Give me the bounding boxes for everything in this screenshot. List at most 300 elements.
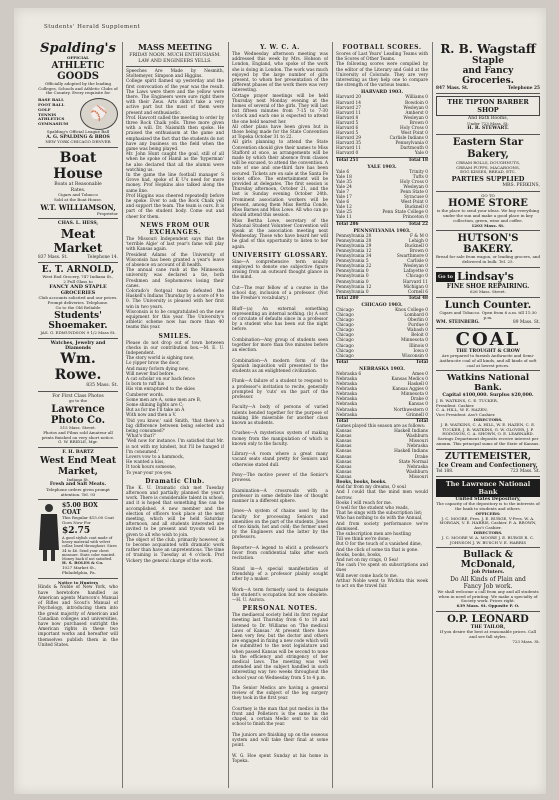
opponent-cell: Princeton 0 — [402, 215, 428, 221]
team-cell: Yale 7 — [336, 190, 350, 196]
leonard-name: O.P. LEONARD — [447, 614, 529, 625]
poem-line: Some shining lights are C; — [126, 402, 184, 408]
bullack-line: Do All Kinds of Plain and — [450, 575, 526, 583]
lindsay-ad — [436, 270, 540, 283]
poem-line: J. B. WATKINS, C. E. TUCKER, — [436, 397, 498, 403]
tipton-ad — [436, 96, 540, 132]
team-cell: Total 251 — [336, 157, 359, 163]
opponent-cell: Lehigh 0 — [408, 238, 428, 244]
arnold-note: 2 Full Glass to — [63, 278, 93, 284]
poem-line: ATHLETICS — [38, 116, 65, 122]
column-ads-right — [436, 42, 540, 788]
lawrence-bank-ad — [436, 479, 540, 546]
opponent-cell: Swarthmore 0 — [396, 254, 428, 260]
opponent-cell: Haskell 0 — [407, 382, 428, 388]
photo-line: go to the — [68, 398, 88, 404]
team-cell: Yale 6 — [336, 200, 350, 206]
opponent-cell: Total — [416, 359, 428, 365]
opponent-cell: Trinity 0 — [409, 169, 428, 175]
eastern-line: EGG KISSES, BREAD, ETC. — [460, 169, 516, 175]
lindsay-name: Lindsay's — [457, 270, 514, 284]
ywca-heading: Y. W. C. A. — [260, 44, 300, 51]
lunch-owner: WM. STEINBERG. — [436, 320, 480, 326]
photo-name: Lawrence Photo Co. — [50, 404, 106, 427]
poem-line: O well for the student who reads, — [336, 506, 409, 512]
opponent-cell: Kansas 0 — [408, 402, 428, 408]
paragraph: President Adams of the University of Wisconsin has been granted a year's leave of absence on account of ill health. — [126, 252, 224, 268]
wagstaff-line: Staple — [472, 56, 504, 66]
notice-body: Hinds & Noble of New York, who have heretofore handled as American agents Marscon's Manual of Rifles and Scout's Manual of Psychology, introducing them into the great majority of American and Canadian colleges and universities, have now purchased outright the American rights in these two important works and hereafter will themselves publish them in the United States. — [38, 585, 118, 648]
column-rule — [228, 42, 229, 788]
opponent-cell: Harvard 11 — [403, 279, 428, 285]
team-cell: Chicago — [336, 348, 354, 354]
boxcoat-title: $5.00 BOX COAT — [62, 502, 98, 517]
leonard-ad — [436, 614, 540, 645]
spalding-blurb: Officially adopted by the leading Colleges, Schools and Athletic Clubs of the Country. Every requisite for — [38, 80, 118, 96]
rowe-name: Wm. Rowe. — [54, 351, 102, 384]
opponent-cell: Nebraska — [406, 444, 428, 450]
poem-line: With now and then a V. — [126, 413, 177, 419]
team-cell: Chicago — [336, 312, 354, 318]
arnold-extra: Club accounts solicited and our prices. Prompt deliveries. Telephone. — [38, 295, 118, 306]
score-table-heading: YALE 1903. — [367, 164, 397, 170]
team-cell: Harvard 20 — [336, 95, 361, 101]
opponent-cell: Wesleyan 0 — [403, 105, 428, 111]
opponent-cell: Holy Cross 0 — [400, 179, 428, 185]
column-rule — [432, 42, 433, 788]
team-cell: Kansas — [336, 429, 352, 435]
lindsay-addr: 626 Mass. Street. — [470, 289, 506, 295]
poem-line: But O for the touch of a vanished dime, — [336, 542, 422, 548]
team-cell: Nebraska — [336, 407, 358, 413]
opponent-cell: Illinois 0 — [409, 343, 428, 349]
poem-line: That he sings with the subscription list; — [336, 511, 423, 517]
paragraph: The Wednesday afternoon meeting was addressed this week by Mrs. Hobson of London, England, who spoke of the work she is doing in London. The work was much enjoyed by the large number of girls present, to whom her presentation of the different phases of the work there was very interesting. — [232, 52, 328, 94]
paragraph: The following scores were compiled by the editor of the Literary and Gold at the University of Colorado. They are very interesting as they help one to compare the strength of the various teams. — [336, 62, 428, 89]
wagstaff-ad — [436, 42, 540, 91]
mass-meeting-sub: FRIDAY NOON. MUCH ENTHUSIASM. — [129, 53, 221, 58]
arnold-title: FANCY AND STAPLE GROCERIES — [49, 284, 107, 297]
lunch-ad — [436, 300, 540, 326]
westend-addr: Indiana St. — [66, 476, 90, 482]
eastern-line: CREAM PUFFS, MACAROONS, — [456, 164, 520, 170]
poem-line: Some men are A, some men are B, — [126, 397, 202, 403]
opponent-cell: Brown 0 — [409, 120, 428, 126]
poem-line: Arthur Noble went to Wichita this week to act on the travel fair. — [336, 578, 428, 590]
wagstaff-phone: Telephone 25 — [507, 86, 540, 91]
opponent-cell: Holy Cross 0 — [400, 125, 428, 131]
eastern-star-ad — [436, 137, 540, 189]
team-cell: Pennsylvania 20 — [336, 238, 372, 244]
team-cell: Pennsylvania 0 — [336, 289, 369, 295]
poem-line: Books I will reach for me. — [336, 500, 393, 506]
team-cell: Harvard 29 — [336, 136, 361, 142]
opponent-cell: Total 18 — [408, 157, 428, 163]
opponent-cell: Bucknell 0 — [404, 243, 428, 249]
paragraph: Please do not drop out of town between checks in our contribution box.—M. E. U. Independent. — [126, 340, 224, 356]
opponent-cell: Pennsylvania 0 — [395, 141, 428, 147]
team-cell: Harvard 5 — [336, 131, 359, 137]
glossary-heading: UNIVERSITY GLOSSARY. — [232, 251, 328, 259]
poem-line: He wanted a kiss, — [126, 460, 165, 466]
poem-line: C. A. HILL, W. E. HAZEN, — [436, 407, 488, 413]
poem-line: GYMNASIUM — [38, 121, 69, 127]
newspaper-page — [14, 8, 546, 794]
poem-line: And not on my crags, O Sea! — [336, 558, 399, 564]
opponent-cell: Penn State 0 — [400, 190, 428, 196]
opponent-cell: Cornell 6 — [407, 289, 428, 295]
poem-line: Lovers vow to a hammock, — [126, 455, 185, 461]
arnold-name: E. T. ARNOLD, — [41, 264, 115, 275]
arnold-ad — [38, 265, 118, 311]
poem — [126, 356, 224, 377]
opponent-cell: Missouri — [409, 439, 428, 445]
lnb-title: The Lawrence National Bank — [436, 479, 540, 497]
arnold-addr: West End Grocery, 747 Indiana St., — [42, 273, 114, 279]
shoemaker-ad — [38, 311, 118, 336]
team-cell: Total 286 — [336, 221, 359, 227]
opponent-cell: Beloit 0 — [411, 333, 428, 339]
spalding-cities: NEW YORK CHICAGO DENVER — [45, 139, 111, 145]
poem-line: A cat scholar on our back fence — [126, 376, 195, 382]
hutson-title: HUTSON'S — [457, 233, 519, 245]
team-cell: Yale 18 — [336, 174, 352, 180]
team-cell: Pennsylvania 29 — [336, 243, 372, 249]
opponent-cell: Brown 0 — [409, 248, 428, 254]
photo-line: For First Class Photos — [52, 393, 104, 399]
opponent-cell: Nebraska — [406, 464, 428, 470]
smiles-heading: SMILES. — [158, 332, 192, 340]
home-title: HOME STORE — [448, 198, 528, 210]
eastern-owner: MRS. PERKINS, — [502, 183, 540, 189]
table-row — [336, 359, 428, 365]
opponent-cell: Purdue 0 — [408, 323, 428, 329]
column-mass-meeting — [126, 42, 224, 788]
spalding-goods: GOODS — [57, 70, 99, 82]
spalding-sport: ATHLETIC — [51, 60, 105, 71]
watkins-officers — [436, 399, 540, 418]
team-cell: Nebraska — [336, 412, 358, 418]
poem-line: TENNIS — [38, 111, 57, 117]
team-cell: Kansas — [336, 469, 352, 475]
opponent-cell: Wesleyan 0 — [403, 115, 428, 121]
opponent-cell: F & M 0 — [409, 233, 428, 239]
opponent-cell: Oberlin 0 — [407, 318, 428, 324]
score-tables — [336, 90, 428, 423]
poem-line: And I could that the mind men would borrow. — [336, 490, 428, 501]
poem-line: It took hours someone, — [126, 465, 177, 471]
eastern-parties: PARTIES SUPPLIED — [451, 175, 525, 184]
team-cell: Yale 25 — [336, 210, 352, 216]
leonard-role: THE TAILOR, — [470, 625, 506, 630]
opponent-cell: Syracuse 0 — [403, 195, 428, 201]
team-cell: Pennsylvania 0 — [336, 274, 369, 280]
home-body: is the place to send your ideas. We buy everything under the sun and make a good place in key collection, green, wine and coffee. — [436, 208, 540, 223]
score-table-heading: PENNSYLVANIA 1903. — [353, 228, 411, 234]
poem-line: The cash I've spent on subscriptions and dues — [336, 563, 428, 574]
tipton-sub: And Bath Rooms, — [467, 116, 509, 122]
opponent-cell: Knox College 0 — [395, 307, 428, 313]
table-row — [336, 295, 428, 301]
opponent-cell: Northwestern 0 — [393, 407, 428, 413]
boxcoat-addr: 1027 Market St., Philadelphia, Pa. — [62, 565, 97, 575]
opponent-cell: Kansas Medics 0 — [391, 377, 428, 383]
score-table-heading: NEBRASKA 1903. — [359, 366, 405, 372]
team-cell: Harvard 5 — [336, 120, 359, 126]
watkins-dirlist: J. B. WATKINS, C. A. HILL, W. E. HAZEN, C. E. TUCKER, J. B. WATKINS, G. W. GLOVER, J. P. HODGSON, C. A. SHOWN, O. E. LEARNARD. — [440, 421, 536, 437]
paragraph: Mr. John Hunt caught the goal, still of all when he spoke of Hamil as the 'hyperman' he also declared that all the alumni were watching us. — [126, 152, 224, 173]
opponent-cell: Yale 0 — [414, 151, 428, 157]
team-cell: Harvard 11 — [336, 110, 361, 116]
folio-left: Students' Herald Supplement — [44, 24, 141, 30]
poem-line: Till we think we're done; — [336, 537, 391, 543]
lnb-sub: United States Depository, — [455, 496, 521, 502]
team-cell: Yale 35 — [336, 179, 352, 185]
paragraph: Speeches Are Made by Nesmith, Stoltemeyer, Simpson and Higgins. — [126, 69, 224, 80]
poem — [126, 455, 224, 476]
westend-goods: Fresh and Salt Meats. — [49, 482, 107, 488]
westend-note: Telephone orders given prompt attention. Tel. 93 — [46, 486, 110, 497]
paragraph: 'Well now for instance. I'm satisfied that Mr. is not with my kindest, but I'll be hanged if I'm consumed.' — [126, 439, 224, 455]
boxcoat-price: $2.75 — [62, 526, 91, 537]
lnb-body: The capacity of the depository is to the interests of the bank to students and others. — [436, 501, 540, 512]
paragraph: Miss Bertha Lowe, secretary of the National Student Volunteer Convention will speak at the association meeting next Wednesday. Those who have heard her will be glad of this opportunity to listen to her again. — [232, 218, 328, 250]
paragraph: The annual cane rush at the Minnesota university was declared a tie, both Freshmen and Sophomores losing their canes. — [126, 268, 224, 289]
wagstaff-name: R. B. Wagstaff — [440, 42, 536, 56]
spalding-official: OFFICIAL — [66, 55, 89, 60]
column-rule — [122, 42, 123, 788]
poem-line: Books, books, books, — [336, 552, 382, 558]
meat-phone: Telephone 14. — [87, 254, 118, 260]
team-cell: Harvard 27 — [336, 105, 361, 111]
team-cell: Nebraska — [336, 392, 358, 398]
opponent-cell: Haskell Indians — [394, 429, 428, 435]
paragraph: Scores of Last Years' Leading Teams with the Scores of Other Teams. — [336, 52, 428, 63]
rowe-addr: 835 Mass. St. — [86, 383, 118, 389]
team-cell: Nebraska — [336, 397, 358, 403]
team-cell: Pennsylvania 5 — [336, 259, 369, 265]
wagstaff-line: Groceries. — [462, 76, 514, 86]
poem-line: Will never find before. — [126, 371, 175, 377]
opponent-cell: West Point 0 — [400, 200, 428, 206]
team-cell: Yale 17 — [336, 195, 352, 201]
spalding-ball: Spalding's Official League Ball — [46, 129, 110, 135]
bullack-sub: Job Printers. — [471, 570, 505, 576]
opponent-cell: West Point 0 — [400, 131, 428, 137]
team-cell: Harvard 8 — [336, 115, 359, 121]
column-football — [336, 42, 428, 788]
opponent-cell: Amherst 0 — [405, 110, 428, 116]
home-store-ad: GO TO HOME STORE is the place to send your ideas. We buy everything under the sun and make a good place in key collection, green, wine and coffee. 1203 Mass. St. — [436, 192, 540, 228]
tipton-addr: Under 723 Mass. St. — [467, 120, 509, 126]
leonard-body: If you desire the best at reasonable prices. Call and see fall styles. — [439, 629, 537, 640]
notes-body: The mediaeval society held its first regular meeting last Thursday from 6 to 10 and listened to Dr. Williams on 'The medical Laws of Kansas.' At present there have been very few, but the doctor and others are engaged in fixing a new code which will be submitted to the next legislature and when passed Kansas will be second to none in the efficiency and stringency of her medical laws. The meeting was well attended and the subject handled in such interesting way two weeks throughout the school year on Wednesday from 5 to 4 p.m. The Senior Medics are having a general review of the subject of the leg surgery they took in the first year. Courtney is the man that put medics in the front and Pelletiers is the same in the chapel, a certain Medic sent to his old school to finish the year. The juniors are finishing up on the osseous system and will take their final at some point. W. G. Hoe spent Sunday at his home in Topeka. — [232, 613, 328, 764]
paragraph: All girls planning to attend the State Convention should give their names to Miss Stafford at once, as arrangements will be made by which their absence from classes will be excused, to attend the convention. A rate of one and one-third fare has been secured. Tickets are on sale at the Santa Fe ticket office. The entertainment will be provided at delegates. The first session is Thursday afternoon, October 21, and the last is Sunday evening October 24th. Prominent association workers will be present, among them Miss Bertha Condé, Miss Barnes and Miss Lowe. All who can go should attend this session. — [232, 140, 328, 219]
spalding-name: Spalding's — [40, 42, 116, 56]
tipton-prop: H. R. STEWART. — [467, 126, 509, 132]
lunch-sub: Cigars and Tobacco. Open from 6 a.m. till 11:30 p.m. — [439, 309, 537, 320]
boathouse-line: Rates. — [70, 187, 86, 193]
poem-line: But as for me I'll take an A — [126, 408, 185, 414]
opponent-cell: Bowdoin 0 — [404, 100, 428, 106]
opponent-cell: Wesleyan 0 — [403, 264, 428, 270]
notes-heading: PERSONAL NOTES. — [242, 605, 318, 613]
column-ywca — [232, 42, 328, 788]
paragraph: Games played this season are as follows: — [336, 423, 426, 429]
paragraph: Cottage prayer meetings will be held Thursday next Monday evening at the homes of several of the girls. They will last but fifteen minutes from 7-15 to 7-30 o'clock and each one is expected to attend the one held nearest her. — [232, 93, 328, 125]
poem-line: GOLF — [38, 106, 51, 112]
meat-owner: CHAS. L. HESS, — [57, 221, 99, 227]
bullack-body: We shall welcome a call from any and all students when in need of printing. We make a specialty of Society work. Prices right. — [437, 588, 539, 604]
spalding-ad — [38, 42, 118, 145]
poem-line: FOOT BALL — [38, 101, 65, 107]
opponent-cell: Drake — [414, 454, 428, 460]
paragraph: The object of the club, primarily however, is to become acquainted with dramatic work rather than have an unpretentious. The time of training is Tuesday at 4 o'clock. Prof Vickery the general charge of the work. — [126, 537, 224, 564]
team-cell: Nebraska 6 — [336, 371, 362, 377]
team-cell: Harvard 14 — [336, 100, 361, 106]
watkins-title: Watkins National Bank. — [446, 373, 530, 394]
opponent-cell: Chicago 0 — [406, 274, 428, 280]
coat-figure-icon — [38, 502, 60, 562]
team-cell: Harvard 11 — [336, 146, 361, 152]
opponent-cell: Bucknell 0 — [404, 205, 428, 211]
paragraph: All other plans have been given but in those being made for the State Convention at Topeka October 31 to 22. — [232, 124, 328, 141]
team-cell: Harvard 6 — [336, 125, 359, 131]
club-heading: Dramatic Club. — [145, 477, 205, 485]
team-cell: Chicago — [336, 323, 354, 329]
zutt-sub: Ice Cream and Confectionery, — [438, 461, 538, 469]
team-cell: Chicago — [336, 318, 354, 324]
lunch-addr: 89 Mass. St. — [513, 320, 540, 326]
paragraph: 'What's that?' — [126, 434, 156, 440]
team-cell: Chicago — [336, 307, 354, 313]
lnb-officers: J. C. MOORE, Pres. J. E. BURGE, V-Pres. W. A. MORGAN, V. E. HARRIS, Cashier. P. A. BROWN, Ass't Cashier. — [439, 515, 537, 531]
team-cell: Kansas — [336, 464, 352, 470]
team-cell: Chicago — [336, 343, 354, 349]
team-cell: Nebraska — [336, 387, 358, 393]
opponent-cell: Carlisle Indians 0 — [389, 136, 428, 142]
photo-ad — [38, 394, 118, 445]
opponent-cell: Drake 0 — [410, 397, 428, 403]
boxcoat-ad — [38, 502, 118, 575]
meat-address: 837 Mass. St. — [38, 254, 68, 260]
home-addr: 1203 Mass. St. — [471, 222, 505, 228]
team-cell: Harvard 0 — [336, 151, 359, 157]
poem — [336, 485, 428, 589]
notice-title: Notice to Hunters — [57, 579, 99, 585]
photo-addr: 515 Mass. Street. — [60, 425, 96, 431]
zutt-title: ZUTTEMEISTER, — [444, 451, 532, 462]
poem-line: Is born to ruff his — [126, 382, 165, 388]
table-row — [336, 221, 428, 227]
team-cell: Kansas — [336, 454, 352, 460]
team-cell: Yale 11 — [336, 215, 352, 221]
opponent-cell: Lombard 0 — [404, 312, 428, 318]
team-cell: Nebraska — [336, 382, 358, 388]
leonard-addr: 723 Mass. St. — [512, 639, 540, 644]
opponent-cell: Haskell Indians — [394, 449, 428, 455]
team-cell: Kansas — [336, 449, 352, 455]
opponent-cell: Minnesota 0 — [400, 392, 428, 398]
poem-line: Vice President. Ass't Cashier. — [436, 412, 496, 418]
watkins-ad — [436, 373, 540, 446]
poem-line: The story world is sighing now, — [126, 356, 194, 362]
team-cell: Harvard 35 — [336, 141, 361, 147]
watkins-directors-head: DIRECTORS. — [473, 416, 503, 422]
baseball-icon: ⚾ — [80, 98, 118, 130]
column-rule — [332, 42, 333, 788]
lnb-officers-head: OFFICERS: — [475, 510, 501, 516]
coal-ad — [436, 328, 540, 369]
glossary-body: Sine—A comprehensive term usually employed to denote one subjective figure arising from an outward thought glance in the mind. Cut—The rear fellow of a course in the school day, inclusion of a professor. (Not the Freshie's vocabulary.) Bluff—(a) An external something representing an internal nothing. (b) A sort of circulate of defaults since in a professor by a student who has been out the night before. Combination—Any group of students seen together for more than five minutes before an election. Combination—A modern form of the Spanish inquisition will presented to the students as an enlightened civilization. Flunk—A failure of a student to respond to a professor's invitation to recite, generally prompted by 'cuts' on the part of the professor. Faculty—A body of persons of varied talents bended together for the purpose of making life miserable for another class known as students. Crushes—A mysterious system of making money from the manipulation of which is known only to the faculty. Library—A room where a great many vacant seats stand pretty for Seniors and otherwise stated dull. Pony—The motive power of the Senior's prowess. Examination—A crossroads with a professor in some definite line of thought manner in a different sphere. Jones—A system of chains used by the faculty for processing Seniors and amenities on the part of the students. Jones of two kinds, hot and cold; the former used by the Engineers and the latter by the professors. Reporter—A legend to elicit a professor's favor from confidential talks after each recitation. Stand in—A special manifestation of friendship of a professor plainly sought after by a maker. Work—A term formerly used to designate the student's occupation but now obsolete.—H. U. Aurora. — [232, 259, 328, 603]
poem-line: Will never come back to me. — [336, 573, 398, 579]
poem-line: Lo yipper brow the door, — [126, 361, 180, 367]
team-cell: Kansas — [336, 474, 352, 480]
football-heading: FOOTBALL SCORES. — [342, 44, 422, 51]
team-cell: Kansas — [336, 434, 352, 440]
opponent-cell: State Normal — [398, 459, 428, 465]
lunch-title: Lunch Counter. — [444, 299, 532, 311]
kansas-score-table — [336, 429, 428, 480]
westend-title: West End Meat Market, — [40, 455, 116, 477]
poem-line: And many forlorn dying now, — [126, 366, 189, 372]
poem-line: His vim enraptured to the skies — [126, 387, 195, 393]
team-cell: Nebraska — [336, 377, 358, 383]
boathouse-line: Boats at Reasonable — [54, 182, 102, 188]
team-cell: Pennsylvania 20 — [336, 233, 372, 239]
poem-line: The subscription men are hustling — [336, 532, 411, 538]
watkins-cap: Capital $100,000. Surplus $20,000. — [442, 393, 534, 399]
team-cell: Total — [336, 418, 348, 424]
wagstaff-line: and Fancy — [462, 66, 514, 76]
paragraph: The K. U. Dramatic club met Tuesday afternoon and partially planned the year's work. There is considerable talent in school, and it is hoped that something fine can be accomplished. A new member and the election of officers took place at the next meeting, which will be held Saturday afternoon, and all students interested are invited to be present and tryouts will be given to all who wish to join. — [126, 485, 224, 538]
lnb-directors-head: DIRECTORS. — [473, 530, 503, 536]
opponent-cell: Michigan 0 — [403, 284, 428, 290]
opponent-cell: Lafayette 0 — [403, 269, 428, 275]
opponent-cell: Carlisle 0 — [407, 259, 428, 265]
bullack-title: Bullack & McDonald, — [460, 550, 516, 571]
lindsay-go: Go to — [438, 273, 453, 280]
bullack-ad — [436, 550, 540, 609]
notice-ad — [38, 581, 118, 648]
team-cell: Pennsylvania 12 — [336, 248, 372, 254]
opponent-cell: Grinnell 0 — [406, 412, 428, 418]
opponent-cell: Missouri — [409, 474, 428, 480]
team-cell: Chicago — [336, 333, 354, 339]
opponent-cell: Penn State College 0 — [382, 210, 428, 216]
team-cell: Pennsylvania 12 — [336, 284, 372, 290]
team-cell: Yale 24 — [336, 184, 352, 190]
spalding-company: A. G. SPALDING & BROS — [46, 134, 110, 140]
paragraph: College spirit flamed up yesterday and the first convocation of the year was the result. The Laws were there and the yellow were there. The Engineers were sure right there with their Zeus. Arts didn't take a very active part but the most of them were present and enthusiastic. — [126, 79, 224, 116]
lindsay-trade: FINE SHOE REPAIRING. — [446, 283, 530, 291]
wagstaff-addr: 847 Mass. St. — [436, 86, 469, 91]
team-cell: Pennsylvania 34 — [336, 254, 372, 260]
hutson-body: Bread for sale from wagon, or leading grocers, and delivered in bulk. Tel. 25. — [436, 254, 540, 265]
paragraph: The Missouri Independent says that the 'terrible Algie' of last year's fame will play with Kansas again. — [126, 236, 224, 253]
boathouse-line: Sold at the Boat House. — [53, 196, 103, 202]
team-cell: Kansas — [336, 444, 352, 450]
poem-line: To year-your you-yes. — [126, 470, 173, 476]
paragraph: 'Did you know,' said Smith, 'that there's a big difference between being selected and being consumed?' — [126, 418, 224, 434]
paragraph: Prof Higgins was cheered repeatedly before he spoke. Ever to ask the Rock Chalk yell and support the team. The team is ours. It is part of the student body. Come out and cheer for them. — [126, 193, 224, 220]
opponent-cell: Wisconsin 0 — [401, 353, 428, 359]
paragraph: Colorado's footgoal team defeated the Haskell's Indians Thursday by a score of 9 to 0. The University is pleased with her first win in two years. — [126, 288, 224, 310]
tipton-title: THE TIPTON BARBER SHOP — [436, 96, 540, 116]
team-cell: Pennsylvania 0 — [336, 279, 369, 285]
poem-title: Books, books, books. — [336, 480, 387, 485]
zutt-tel: Tel 188. — [436, 468, 454, 474]
